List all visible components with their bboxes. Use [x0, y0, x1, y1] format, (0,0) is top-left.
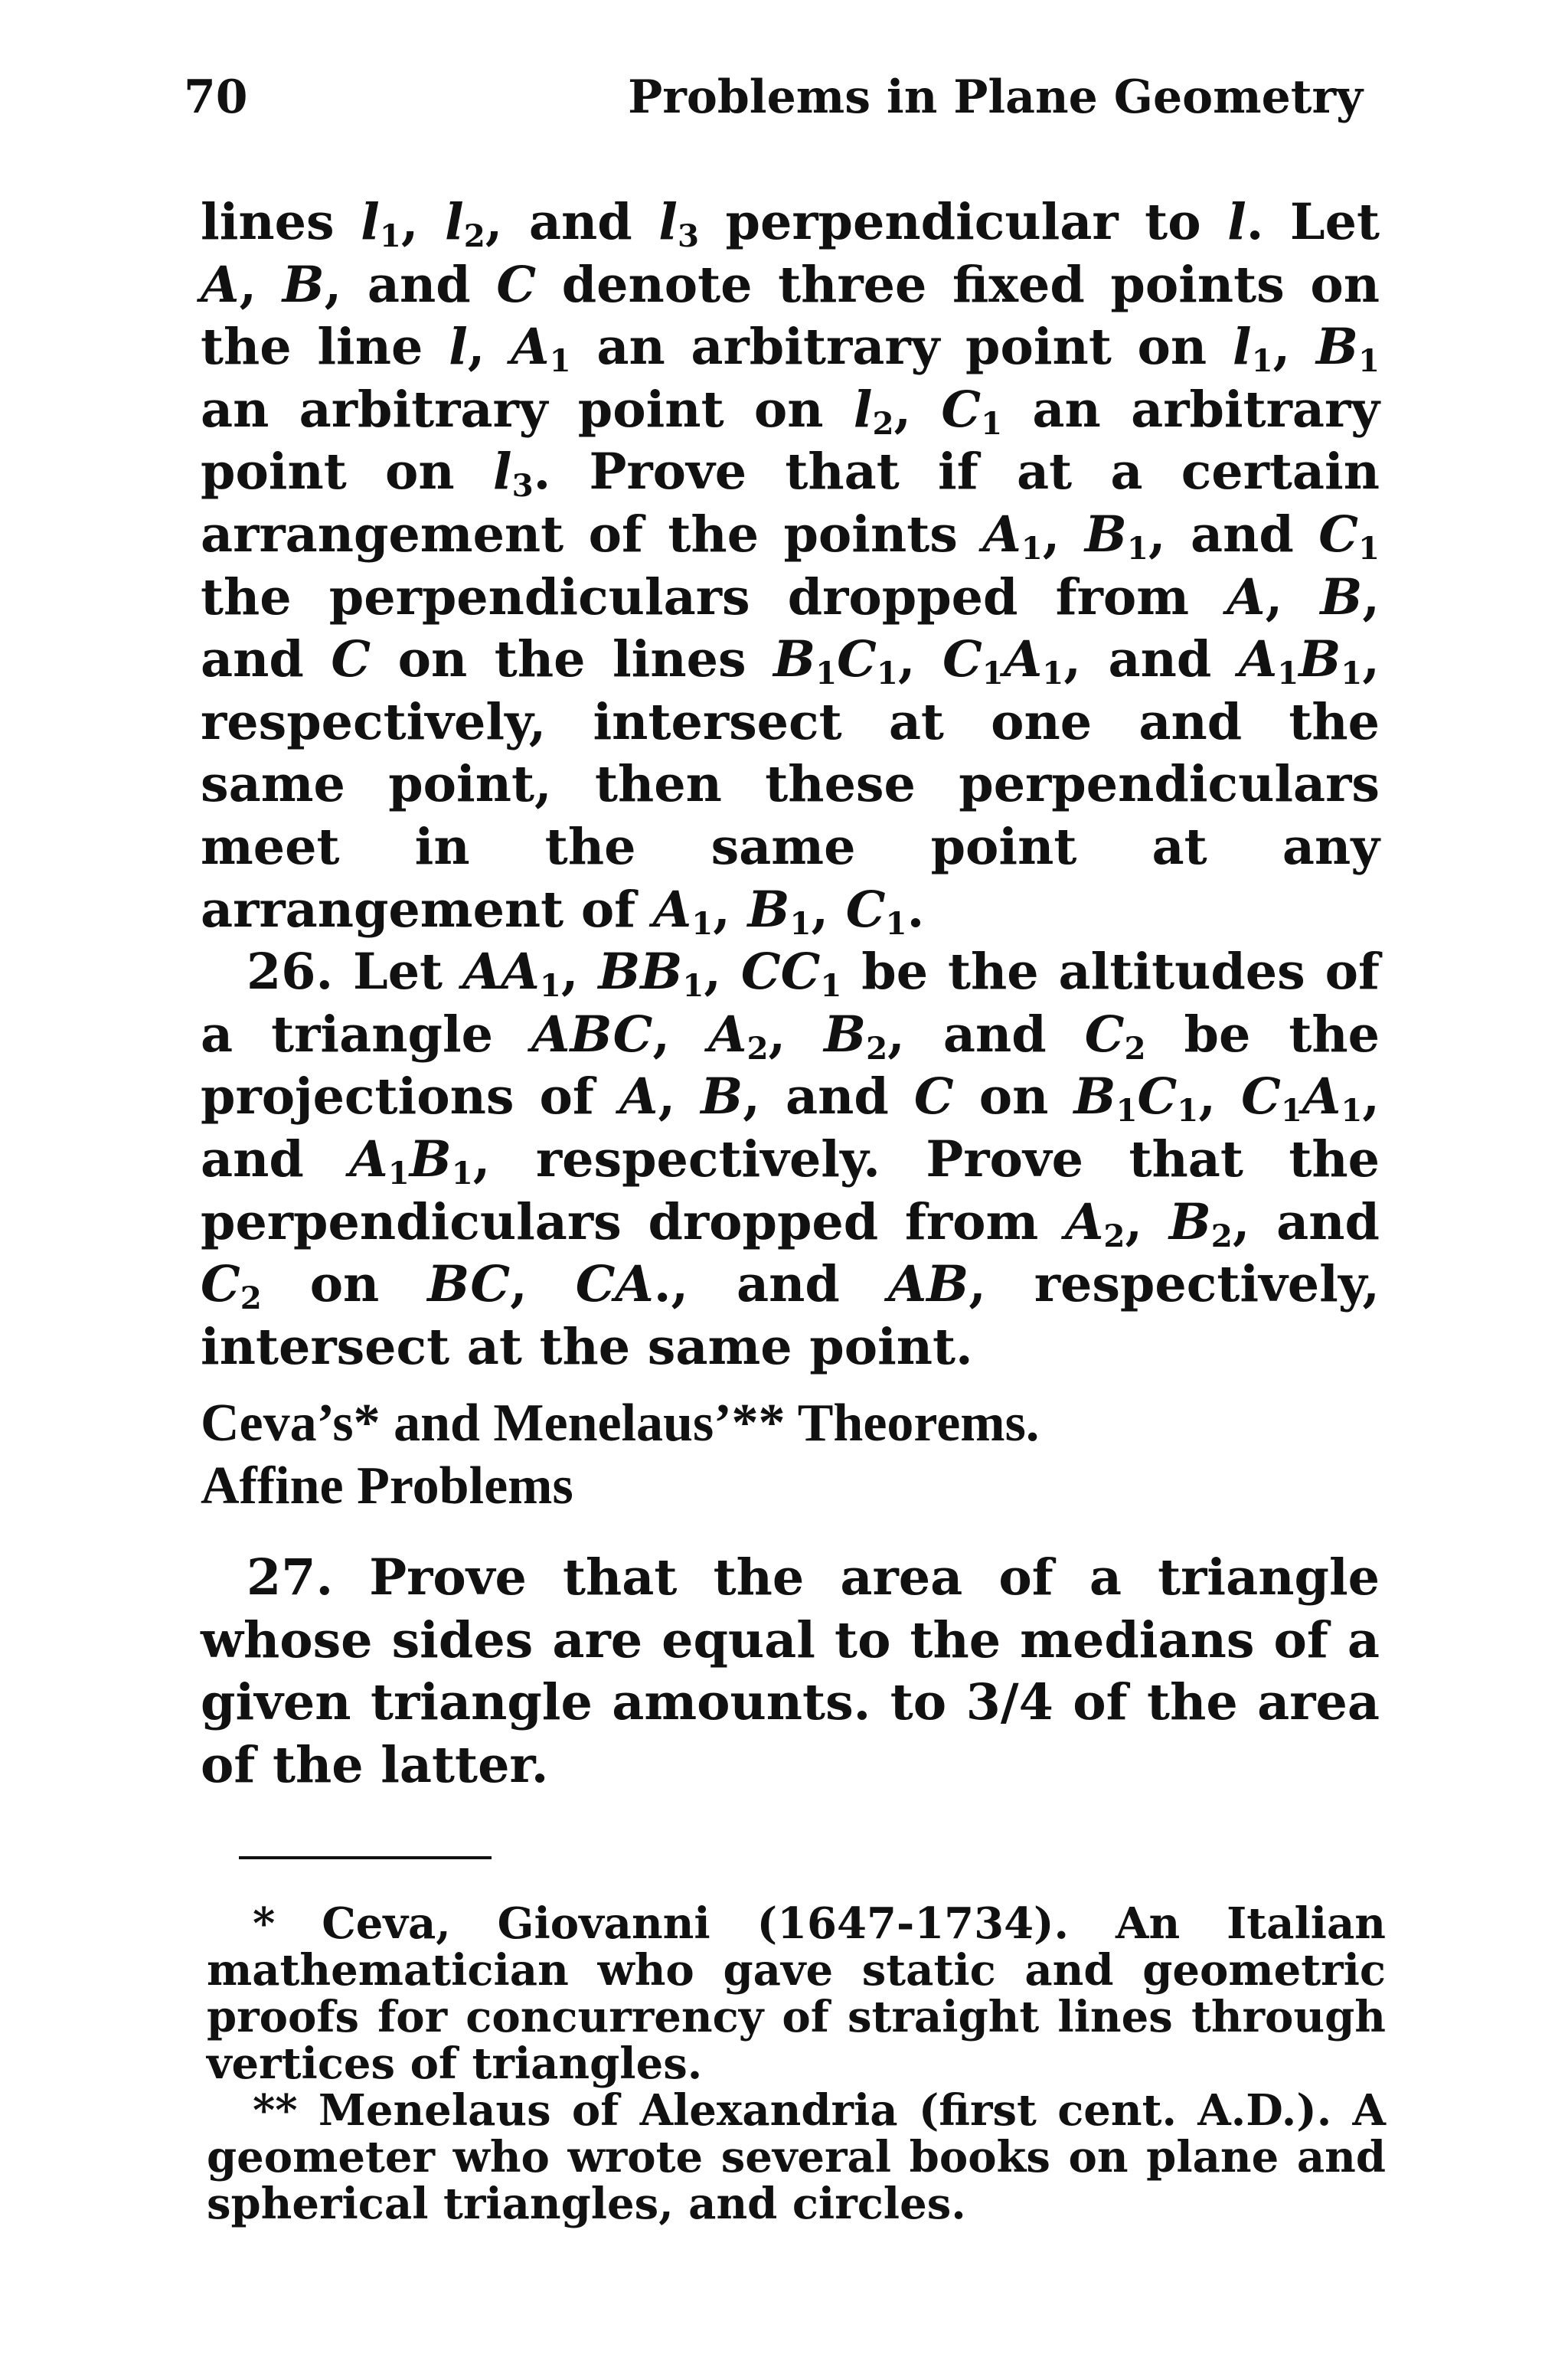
- math-symbol: A: [982, 505, 1021, 564]
- math-symbol: C: [1137, 1067, 1178, 1126]
- math-subscript: 1: [539, 967, 561, 1005]
- math-symbol: B: [701, 1067, 743, 1126]
- math-symbol: ABC: [531, 1005, 653, 1064]
- math-subscript: 1: [876, 655, 898, 692]
- math-symbol: B: [1168, 1192, 1211, 1251]
- math-subscript: 1: [1357, 342, 1380, 380]
- math-subscript: 1: [885, 904, 907, 942]
- math-subscript: 1: [815, 655, 838, 692]
- math-symbol: B: [1298, 630, 1341, 689]
- math-subscript: 1: [1021, 530, 1043, 567]
- math-subscript: 3: [511, 467, 534, 505]
- footnote-menelaus: ** Menelaus of Alexandria (first cent. A.D.). A geometer who wrote several books on plane and spherical triangles, and circles.: [207, 2085, 1386, 2229]
- math-subscript: 2: [463, 217, 485, 255]
- math-symbol: CC: [740, 943, 821, 1002]
- math-subscript: 1: [981, 404, 1003, 442]
- math-symbol: l: [658, 193, 678, 251]
- math-subscript: 1: [1251, 342, 1273, 380]
- math-subscript: 1: [1341, 655, 1363, 692]
- section-heading-line-2: Affine Problems: [201, 1456, 573, 1515]
- section-heading: [201, 1392, 1380, 1518]
- math-subscript: 2: [240, 1280, 262, 1317]
- math-symbol: B: [1316, 318, 1358, 377]
- math-symbol: l: [492, 443, 512, 502]
- math-symbol: BC: [427, 1255, 511, 1314]
- math-subscript: 1: [1116, 1092, 1138, 1130]
- math-symbol: l: [1227, 193, 1246, 251]
- math-subscript: 1: [1126, 530, 1148, 567]
- math-symbol: B: [773, 630, 816, 689]
- math-symbol: C: [496, 255, 537, 314]
- problem-26: 26. Let $AA_1$, $BB_1$, $CC_1$ be the altitudes of a triangle ABC, $A_2$, $B_2$, and $C_2$ be the projections of A, B, and C on $B_1C_1$, $C_1A_1$, and $A_1B_1$, respectively. Prove that the perpendiculars dropped from $A_2$, $B_2$, and $C_2$ on BC, CA., and AB, respectively, intersect at the same point.: [201, 943, 1380, 1376]
- math-subscript: 1: [691, 904, 714, 942]
- math-symbol: B: [282, 255, 325, 314]
- math-subscript: 1: [387, 1154, 410, 1192]
- math-subscript: 2: [1103, 1217, 1125, 1254]
- problem-27: 27. Prove that the area of a triangle whose sides are equal to the medians of a given triangle amounts. to 3/4 of the area of the latter.: [201, 1548, 1380, 1794]
- footnotes: [207, 1898, 1386, 2229]
- math-symbol: A: [349, 1130, 388, 1188]
- math-subscript: 1: [451, 1154, 473, 1192]
- math-subscript: 1: [1042, 655, 1064, 692]
- math-subscript: 1: [1341, 1092, 1363, 1130]
- math-symbol: B: [1320, 567, 1363, 626]
- running-title: Problems in Plane Geometry: [628, 70, 1363, 124]
- math-subscript: 1: [1177, 1092, 1199, 1130]
- math-symbol: A: [1238, 630, 1278, 689]
- math-symbol: A: [708, 1005, 747, 1064]
- math-symbol: l: [853, 380, 873, 439]
- math-symbol: B: [824, 1005, 867, 1064]
- math-subscript: 3: [677, 217, 699, 255]
- math-subscript: 2: [1210, 1217, 1233, 1254]
- math-subscript: 1: [789, 904, 812, 942]
- math-symbol: C: [1084, 1005, 1125, 1064]
- math-symbol: A: [511, 318, 550, 377]
- problems-text: [201, 191, 1380, 1378]
- math-subscript: 1: [682, 967, 704, 1005]
- math-subscript: 2: [866, 1029, 888, 1067]
- math-symbol: CA: [575, 1255, 654, 1314]
- math-symbol: A: [201, 255, 240, 314]
- footnote-ceva: * Ceva, Giovanni (1647-1734). An Italian mathematician who gave static and geometric proofs for concurrency of straight lines through vertices of triangles.: [207, 1898, 1386, 2089]
- math-symbol: C: [331, 630, 371, 689]
- math-symbol: l: [449, 318, 468, 377]
- math-symbol: A: [1302, 1067, 1341, 1126]
- math-symbol: C: [837, 630, 877, 689]
- math-subscript: 1: [1357, 530, 1380, 567]
- math-symbol: l: [361, 193, 380, 251]
- math-subscript: 2: [1124, 1029, 1146, 1067]
- math-subscript: 1: [982, 655, 1004, 692]
- math-symbol: C: [941, 380, 982, 439]
- math-symbol: C: [201, 1255, 240, 1314]
- math-symbol: B: [1084, 505, 1127, 564]
- problem-27-block: [201, 1547, 1380, 1796]
- math-symbol: A: [1227, 567, 1266, 626]
- math-symbol: C: [845, 880, 886, 939]
- math-symbol: AB: [887, 1255, 969, 1314]
- section-heading-line-1: Ceva’s* and Menelaus’** Theorems.: [201, 1394, 1040, 1453]
- math-symbol: B: [747, 880, 790, 939]
- math-symbol: l: [1232, 318, 1252, 377]
- problem-25-continuation: lines $l_1$, $l_2$, and $l_3$ perpendicular to l. Let A, B, and C denote three fixed points on the line l, $A_1$ an arbitrary point on $l_1$, $B_1$ an arbitrary point on $l_2$, $C_1$ an arbitrary point on $l_3$. Prove that if at a certain arrangement of the points $A_1$, $B_1$, and $C_1$ the perpendiculars dropped from A, B, and C on the lines $B_1C_1$, $C_1A_1$, and $A_1B_1$, respectively, intersect at one and the same point, then these perpendiculars meet in the same point at any arrangement of $A_1$, $B_1$, $C_1$.: [201, 193, 1380, 942]
- math-symbol: B: [1073, 1067, 1116, 1126]
- math-subscript: 1: [1280, 1092, 1302, 1130]
- math-symbol: A: [1003, 630, 1043, 689]
- footnote-rule: [239, 1856, 492, 1859]
- math-symbol: A: [1064, 1192, 1104, 1251]
- math-subscript: 2: [872, 404, 894, 442]
- math-subscript: 1: [379, 217, 401, 255]
- math-subscript: 1: [549, 342, 571, 380]
- math-symbol: A: [652, 880, 692, 939]
- math-symbol: C: [1241, 1067, 1281, 1126]
- math-symbol: C: [1318, 505, 1358, 564]
- math-symbol: C: [913, 1067, 954, 1126]
- math-symbol: C: [942, 630, 982, 689]
- math-subscript: 1: [1277, 655, 1299, 692]
- math-subscript: 2: [746, 1029, 769, 1067]
- math-symbol: B: [409, 1130, 452, 1188]
- page-header: [184, 70, 1363, 139]
- math-symbol: BB: [598, 943, 683, 1002]
- math-subscript: 1: [820, 967, 842, 1005]
- math-symbol: A: [619, 1067, 658, 1126]
- math-symbol: l: [445, 193, 464, 251]
- math-symbol: AA: [462, 943, 540, 1002]
- page-number: 70: [184, 70, 248, 124]
